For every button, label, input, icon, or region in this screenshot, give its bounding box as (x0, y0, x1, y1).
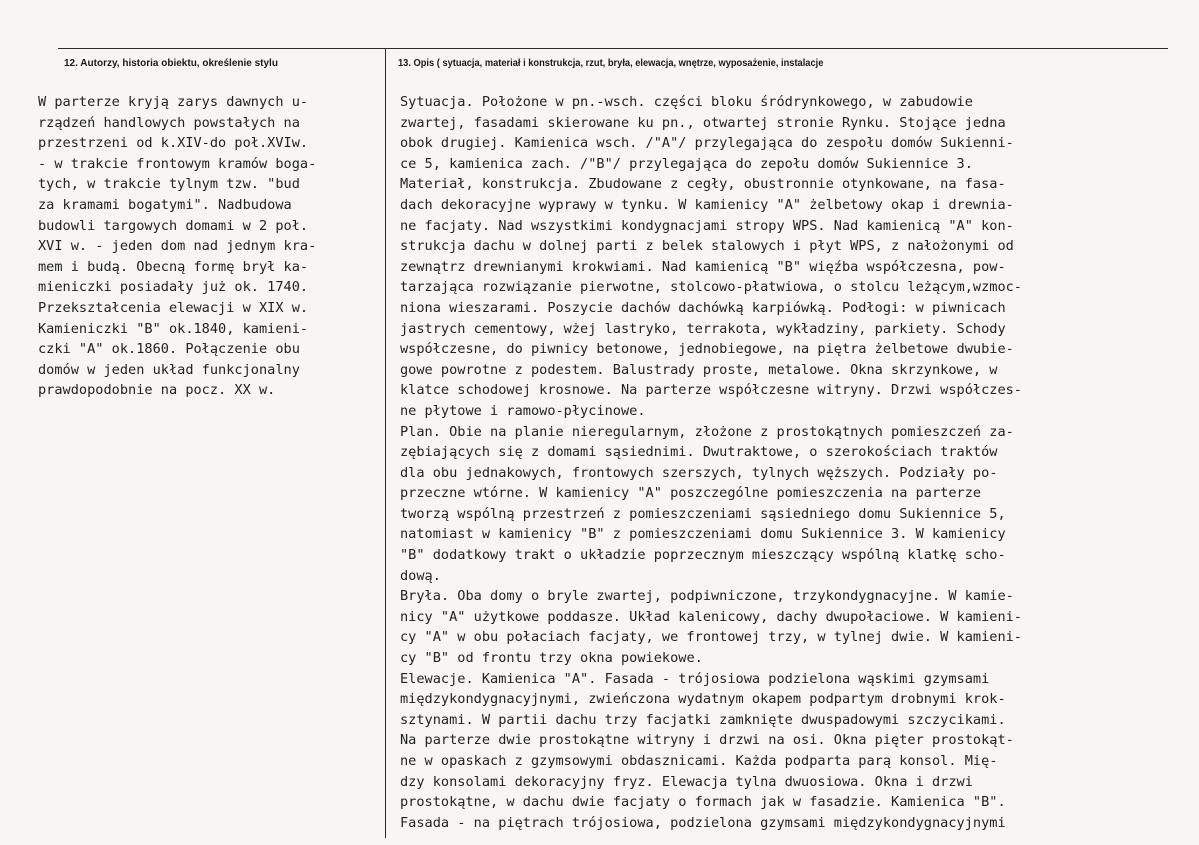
description-text-line: ne facjaty. Nad wszystkimi kondygnacjami stropy WPS. Nad kamienicą "A" kon- (400, 217, 1014, 234)
description-text-line: Plan. Obie na planie nieregularnym, złożone z prostokątnych pomieszczeń za- (400, 423, 1014, 440)
description-text-line: tarzająca rozwiązanie pierwotne, stolcowo-płatwiowa, o stolcu leżącym,wzmoc- (400, 279, 1022, 296)
top-rule (58, 48, 1168, 49)
description-text-line: współczesne, do piwnicy betonowe, jednobiegowe, na piętra żelbetowe dwubie- (400, 341, 1014, 358)
history-text-line: prawdopodobnie na pocz. XX w. (38, 382, 276, 399)
history-text-line: za kramami bogatymi". Nadbudowa (38, 196, 292, 213)
description-text-line: Fasada - na piętrach trójosiowa, podzielona gzymsami międzykondygnacyjnymi (400, 814, 1006, 831)
description-text-line: "B" dodatkowy trakt o układzie poprzecznym mieszczący wspólną klatkę scho- (400, 547, 1006, 564)
description-text-line: strukcja dachu w dolnej parti z belek stalowych i płyt WPS, z nałożonymi od (400, 238, 1014, 255)
description-text-line: zwartej, fasadami skierowane ku pn., otwartej stronie Rynku. Stojące jedna (400, 114, 1006, 131)
description-text-line: przeczne wtórne. W kamienicy "A" poszczególne pomieszczenia na parterze (400, 485, 982, 502)
description-text-column (400, 92, 1022, 833)
description-text-line: dach dekoracyjne wyprawy w tynku. W kamienicy "A" żelbetowy okap i drewnia- (400, 196, 1014, 213)
history-text-line: W parterze kryją zarys dawnych u- (38, 94, 309, 110)
history-text-line: tych, w trakcie tylnym tzw. "bud (38, 176, 300, 193)
history-text-line: - w trakcie frontowym kramów boga- (38, 155, 317, 172)
description-text-line: obok drugiej. Kamienica wsch. /"A"/ przylegająca do zespołu domów Sukienni- (400, 135, 1014, 152)
description-text-line: zewnątrz drewnianymi krokwiami. Nad kamienicą "B" więźba współczesna, pow- (400, 258, 1006, 275)
description-text-line: ne płytowe i ramowo-płycinowe. (400, 402, 646, 419)
description-text-line: Bryła. Oba domy o bryle zwartej, podpiwniczone, trzykondygnacyjne. W kamie- (400, 588, 1014, 605)
history-text-line: mieniczki posiadały już ok. 1740. (38, 279, 309, 296)
history-text-line: domów w jeden układ funkcjonalny (38, 361, 300, 378)
description-text-line: Na parterze dwie prostokątne witryny i drzwi na osi. Okna pięter prostokąt- (400, 732, 1014, 749)
description-text-line: ne w opaskach z gzymsowymi obdasznicami. Każda podparta parą konsol. Mię- (400, 753, 998, 769)
description-text-line: cy "B" od frontu trzy okna powiekowe. (400, 650, 703, 667)
section-12-heading: 12. Autorzy, historia obiektu, określenie stylu (64, 58, 278, 69)
history-text-line: czki "A" ok.1860. Połączenie obu (38, 341, 300, 358)
description-text-line: zębiających się z domami sąsiednimi. Dwutraktowe, o szerokościach traktów (400, 444, 998, 461)
description-text-line: tworzą wspólną przestrzeń z pomieszczeniami sąsiedniego domu Sukiennice 5, (400, 505, 1006, 522)
description-text-line: dzy konsolami dekoracyjny fryz. Elewacja tylna dwuosiowa. Okna i drzwi (400, 773, 973, 790)
description-text-line: niona wieszarami. Poszycie dachów dachówką karpiówką. Podłogi: w piwnicach (400, 299, 1006, 316)
description-text-line: natomiast w kamienicy "B" z pomieszczeniami domu Sukiennice 3. W kamienicy (400, 526, 1006, 543)
history-text-line: przestrzeni od k.XIV-do poł.XVIw. (38, 135, 309, 152)
history-text-line: Kamieniczki "B" ok.1840, kamieni- (38, 320, 309, 337)
description-text-line: nicy "A" użytkowe poddasze. Układ kalenicowy, dachy dwupołaciowe. W kamieni- (400, 608, 1022, 625)
description-text-line: Elewacje. Kamienica "A". Fasada - trójosiowa podzielona wąskimi gzymsami (400, 670, 990, 687)
description-text-line: Sytuacja. Położone w pn.-wsch. części bloku śródrynkowego, w zabudowie (400, 94, 973, 110)
history-text-line: mem i budą. Obecną formę brył ka- (38, 258, 309, 275)
description-text-line: prostokątne, w dachu dwie facjaty o formach jak w fasadzie. Kamienica "B". (400, 794, 1006, 811)
history-text-column (38, 92, 316, 401)
description-text-line: Materiał, konstrukcja. Zbudowane z cegły, obustronnie otynkowane, na fasa- (400, 176, 1006, 193)
description-text-line: gowe powrotne z podestem. Balustrady proste, metalowe. Okna skrzynkowe, w (400, 361, 998, 378)
column-divider (385, 48, 386, 838)
description-text-line: cy "A" w obu połaciach facjaty, we frontowej trzy, w tylnej dwie. W kamieni- (400, 629, 1022, 646)
description-text-line: międzykondygnacyjnymi, zwieńczona wydatnym okapem podpartym drobnymi krok- (400, 691, 1006, 708)
history-text-line: rządzeń handlowych powstałych na (38, 114, 300, 131)
history-text-line: budowli targowych domami w 2 poł. (38, 217, 309, 234)
description-text-line: klatce schodowej krosnowe. Na parterze współczesne witryny. Drzwi współczes- (400, 382, 1022, 399)
description-text-line: sztynami. W partii dachu trzy facjatki zamknięte dwuspadowymi szczycikami. (400, 711, 1006, 728)
description-text-line: ce 5, kamienica zach. /"B"/ przylegająca do zepołu domów Sukiennice 3. (400, 155, 973, 172)
history-text-line: XVI w. - jeden dom nad jednym kra- (38, 238, 317, 255)
section-13-heading: 13. Opis ( sytuacja, materiał i konstrukcja, rzut, bryła, elewacja, wnętrze, wyposażenie, instalacje (398, 58, 824, 69)
description-text-line: dową. (400, 567, 441, 584)
history-text-line: Przekształcenia elewacji w XIX w. (38, 299, 309, 316)
description-text-line: jastrych cementowy, wżej lastryko, terrakota, wykładziny, parkiety. Schody (400, 320, 1006, 337)
description-text-line: dla obu jednakowych, frontowych szerszych, tylnych węższych. Podziały po- (400, 464, 998, 481)
